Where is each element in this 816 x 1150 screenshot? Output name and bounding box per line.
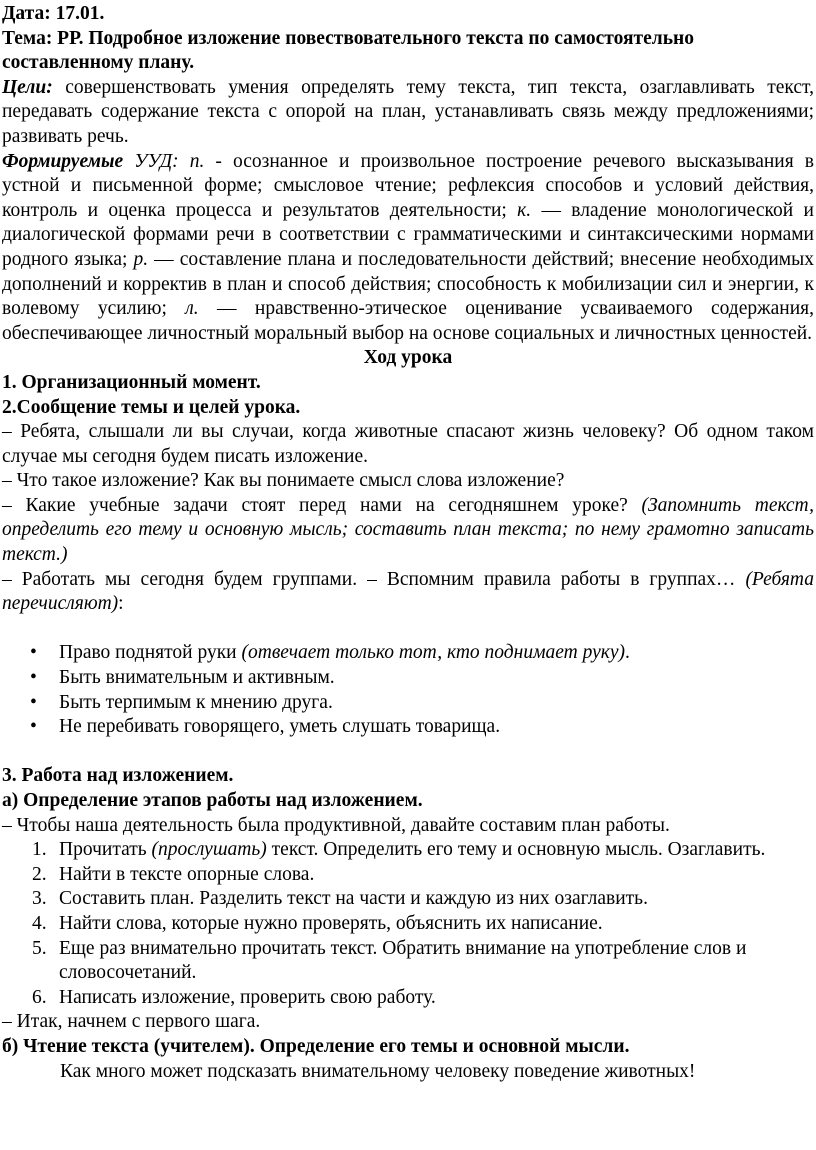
section-1-heading: 1. Организационный момент. [2,371,261,393]
list-item: 3. Составить план. Разделить текст на части и каждую из них озаглавить. [32,888,648,910]
section-3b-heading: б) Чтение текста (учителем). Определение его темы и основной мысли. [2,1035,630,1057]
spacer [2,740,814,765]
work-steps-list [2,838,814,1010]
lesson-progress-heading: Ход урока [363,347,453,369]
list-item: 6. Написать изложение, проверить свою работу. [32,986,436,1008]
list-item: • Право поднятой руки (отвечает только тот, кто поднимает руку). [2,641,814,666]
lesson-topic: Тема: РР. Подробное изложение повествовательного текста по самостоятельно составленному плану. [2,27,695,74]
lesson-date: Дата: 17.01. [2,3,105,24]
lesson-uud: Формируемые УУД: п. - осознанное и произвольное построение речевого высказывания в устной и письменной форме; смысловое чтение; рефлексия способов и условий действия, контроль и оценка процесса и результатов деятельности; к. — владение монологической и диалогической формами речи в соответствии с грамматическими и синтаксическими нормами родного языка; р. — составление плана и последовательности действий; внесение необходимых дополнений и корректив в план и способ действия; способность к мобилизации сил и энергии, к волевому усилию; л. — нравственно-этическое оценивание усваиваемого содержания, обеспечивающее личностный моральный выбор на основе социальных и личностных ценностей. [2,150,814,344]
bullet-icon: • [30,691,37,713]
section-3-heading: 3. Работа над изложением. [2,765,234,787]
bullet-icon: • [30,642,37,664]
list-item: 1. Прочитать (прослушать) текст. Определить его тему и основную мысль. Озаглавить. [32,839,766,861]
paragraph-question-2: – Что такое изложение? Как вы понимаете смысл слова изложение? [2,470,565,492]
list-item: 2. Найти в тексте опорные слова. [32,863,315,885]
paragraph-first-step: – Итак, начнем с первого шага. [2,1011,261,1033]
paragraph-group-work: – Работать мы сегодня будем группами. – Вспомним правила работы в группах… (Ребята перечисляют): [2,568,814,615]
list-item: 4. Найти слова, которые нужно проверять, объяснить их написание. [32,912,603,934]
paragraph-plan-intro: – Чтобы наша деятельность была продуктивной, давайте составим план работы. [2,814,670,836]
section-2-heading: 2.Сообщение темы и целей урока. [2,396,301,418]
list-item: • Быть внимательным и активным. [2,666,814,691]
spacer [2,617,814,642]
list-item: • Быть терпимым к мнению друга. [2,691,814,716]
group-rules-list [2,641,814,739]
lesson-goals: Цели: совершенствовать умения определять тему текста, тип текста, озаглавливать текст, передавать содержание текста с опорой на план, устанавливать связь между предложениями; развивать речь. [2,76,814,147]
paragraph-question-3: – Какие учебные задачи стоят перед нами на сегодняшнем уроке? (Запомнить текст, определить его тему и основную мысль; составить план текста; по нему грамотно записать текст.) [2,494,814,566]
bullet-icon: • [30,716,37,738]
section-3a-heading: а) Определение этапов работы над изложением. [2,790,423,811]
paragraph-reading-text: Как много может подсказать внимательному человеку поведение животных! [60,1060,696,1082]
list-item: 5. Еще раз внимательно прочитать текст. Обратить внимание на употребление слов и словосочетаний. [32,937,747,984]
list-item: • Не перебивать говорящего, уметь слушать товарища. [2,715,814,740]
bullet-icon: • [30,667,37,689]
paragraph-question-1: – Ребята, слышали ли вы случаи, когда животные спасают жизнь человеку? Об одном таком случае мы сегодня будем писать изложение. [2,421,814,467]
